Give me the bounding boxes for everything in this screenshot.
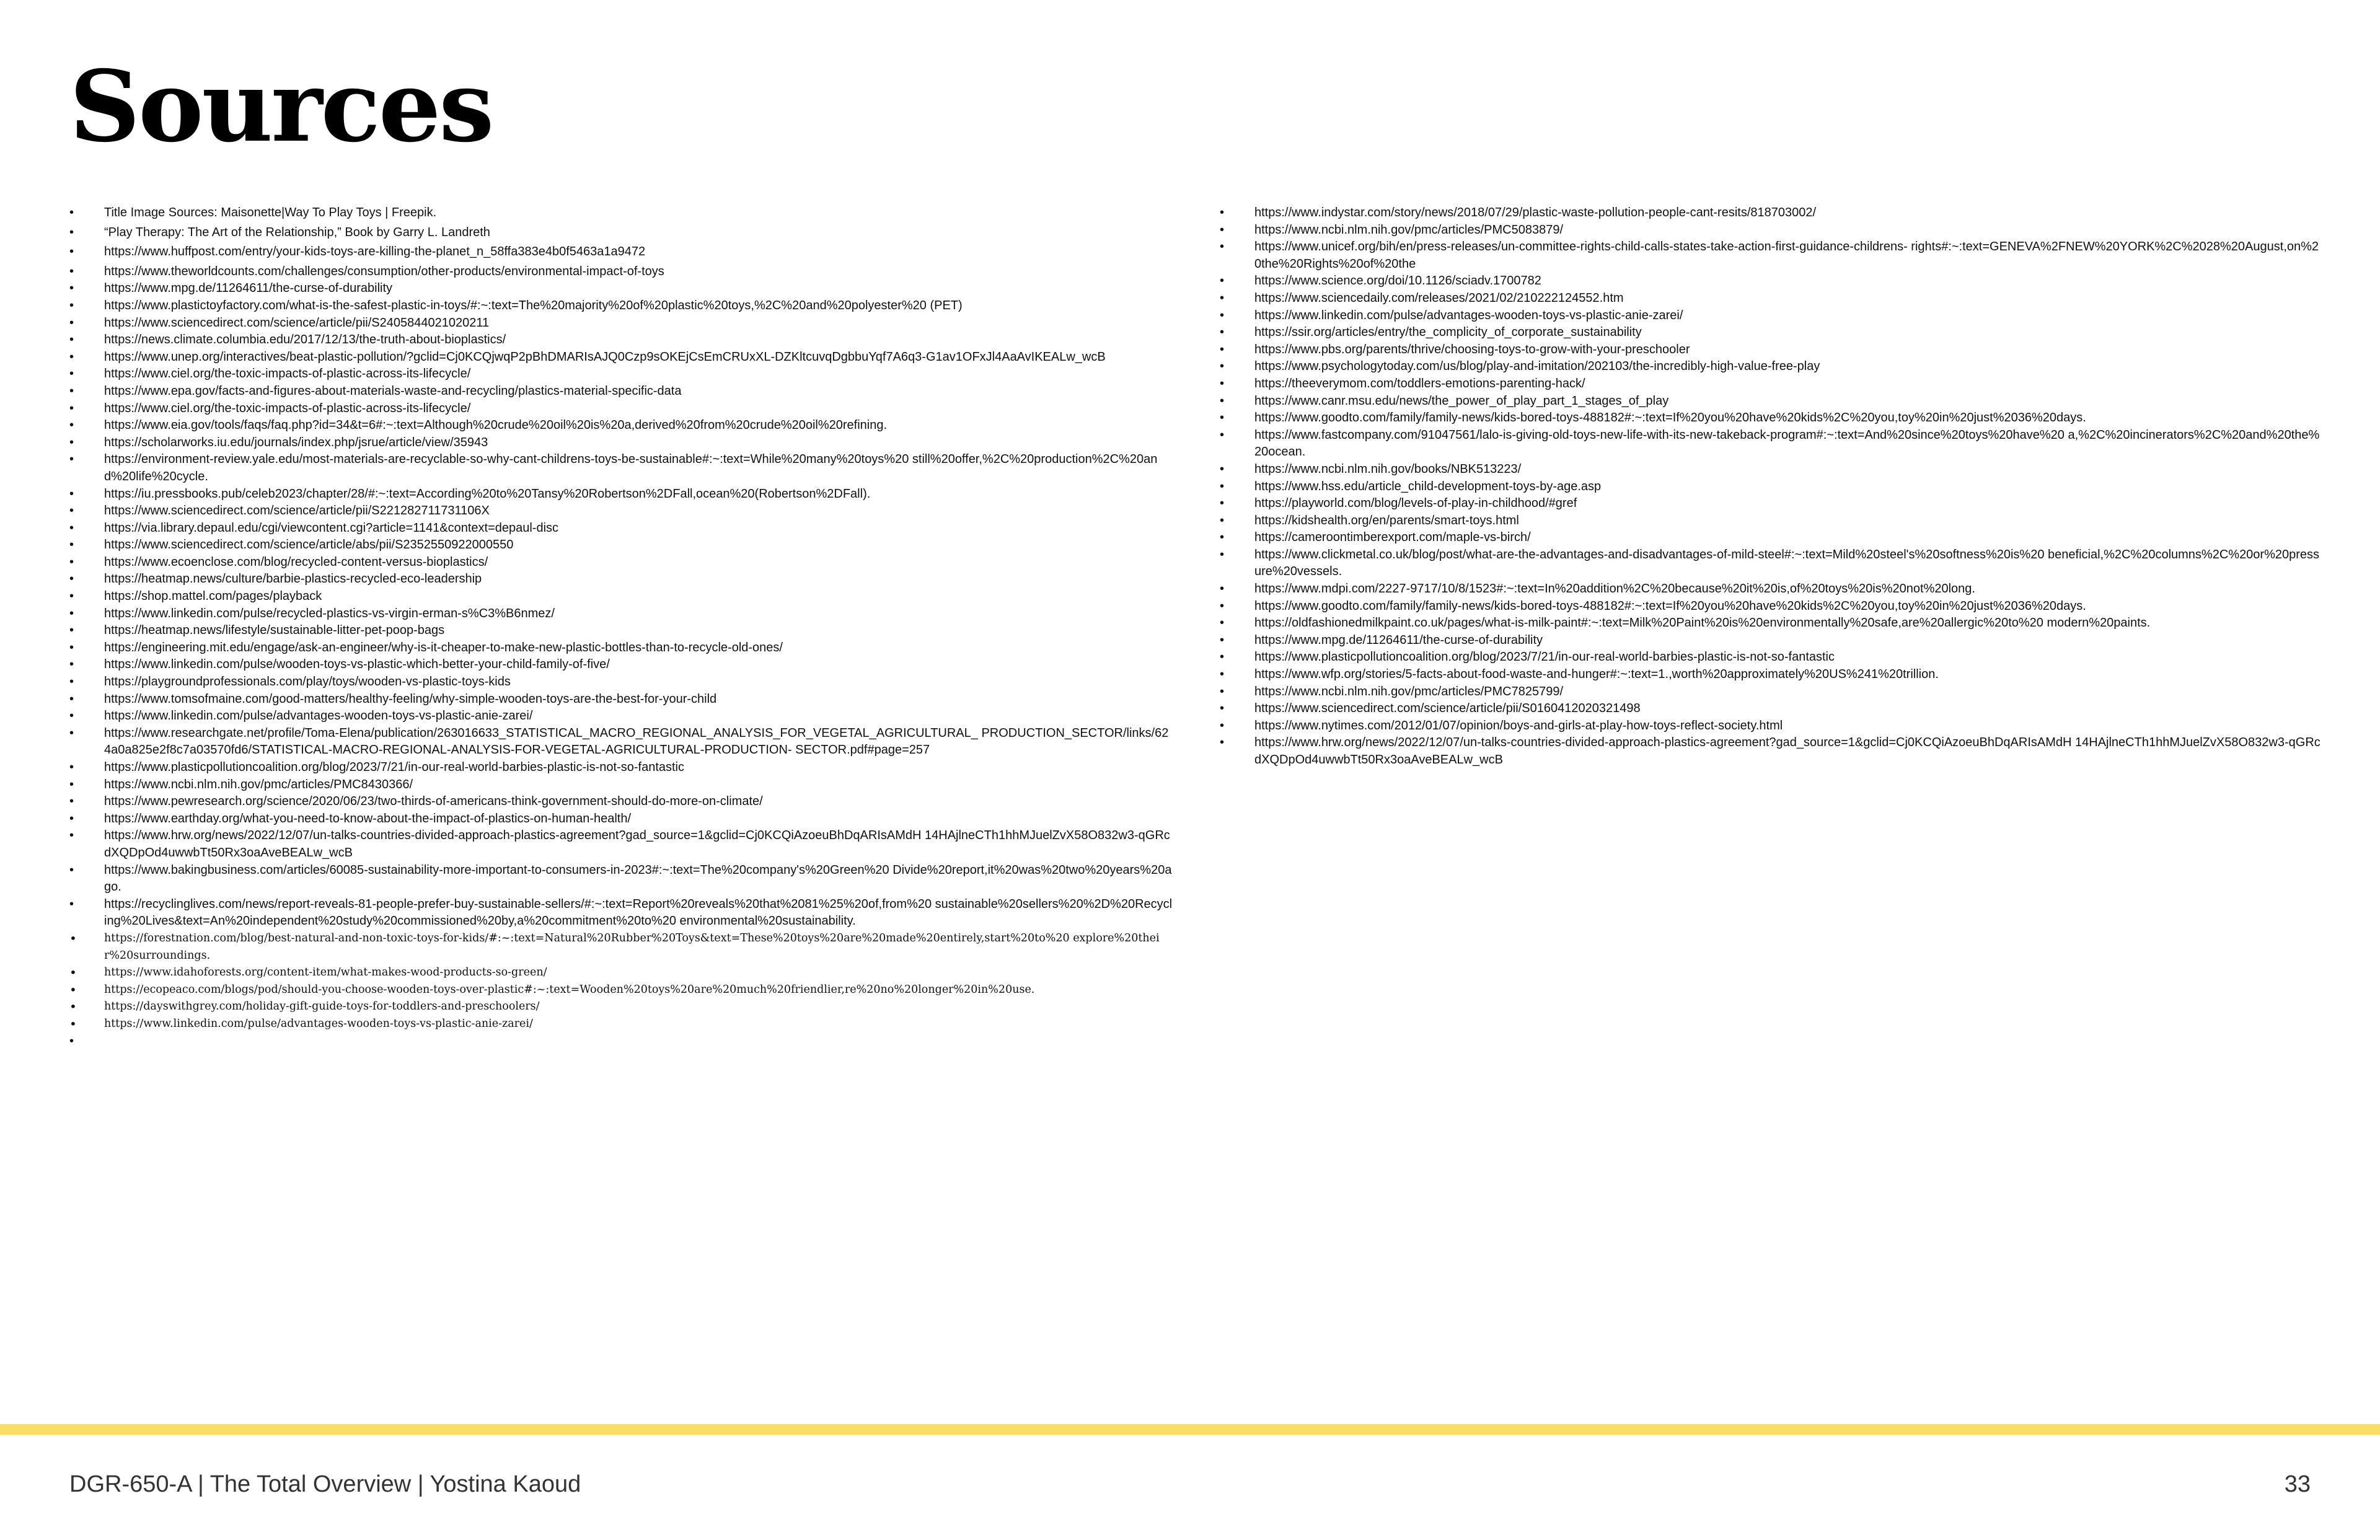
source-item[interactable]: • https://www.bakingbusiness.com/articles/60085-sustainability-more-important-to-consumers-in-2023#:~:text=The%20company's%20Green%20 Divide%20report,it%20was%20two%20years%20ago. [69,862,1173,896]
source-item[interactable]: • https://www.canr.msu.edu/news/the_power_of_play_part_1_stages_of_play [1220,393,2323,410]
source-item[interactable]: • https://www.wfp.org/stories/5-facts-about-food-waste-and-hunger#:~:text=1.,worth%20approximately%20US%241%20trillion. [1220,666,2323,684]
source-item[interactable]: • https://www.clickmetal.co.uk/blog/post/what-are-the-advantages-and-disadvantages-of-mild-steel#:~:text=Mild%20steel's%20softness%20is%20 beneficial,%2C%20columns%2C%20or%20pressure%20vessels. [1220,547,2323,581]
source-item[interactable]: • https://www.plasticpollutioncoalition.org/blog/2023/7/21/in-our-real-world-barbies-plastic-is-not-so-fantastic [1220,649,2323,666]
source-item[interactable]: • https://via.library.depaul.edu/cgi/viewcontent.cgi?article=1141&context=depaul-disc [69,520,1173,537]
source-item[interactable]: • https://recyclinglives.com/news/report-reveals-81-people-prefer-buy-sustainable-sellers/#:~:text=Report%20reveals%20that%2081%25%20of,from%20 sustainable%20sellers%20%2D%20Recycling%20Lives&text=An%20independent%20study%20commissioned%20by,a%20commitment%20to%20 environmental%20sustainability. [69,896,1173,930]
source-item[interactable]: • https://www.linkedin.com/pulse/advantages-wooden-toys-vs-plastic-anie-zarei/ [69,708,1173,725]
source-item[interactable]: • https://www.earthday.org/what-you-need-to-know-about-the-impact-of-plastics-on-human-health/ [69,811,1173,828]
source-item[interactable]: • https://www.unicef.org/bih/en/press-releases/un-committee-rights-child-calls-states-take-action-first-guidance-childrens- rights#:~:text=GENEVA%2FNEW%20YORK%2C%2028%20August,on%20the%20Rights%20of%20the [1220,239,2323,273]
source-item[interactable]: • https://www.goodto.com/family/family-news/kids-bored-toys-488182#:~:text=If%20you%20have%20kids%2C%20you,toy%20in%20just%2036%20days. [1220,598,2323,615]
page-title: Sources [69,50,493,164]
source-item[interactable]: • https://www.psychologytoday.com/us/blog/play-and-imitation/202103/the-incredibly-high-value-free-play [1220,358,2323,376]
source-item[interactable]: • https://www.epa.gov/facts-and-figures-about-materials-waste-and-recycling/plastics-material-specific-data [69,383,1173,400]
page-number: 33 [2284,1471,2311,1497]
source-item [69,1033,1173,1050]
source-item[interactable]: • https://www.ciel.org/the-toxic-impacts-of-plastic-across-its-lifecycle/ [69,400,1173,418]
source-item[interactable]: • https://www.ecoenclose.com/blog/recycled-content-versus-bioplastics/ [69,554,1173,571]
source-item[interactable]: • Title Image Sources: Maisonette|Way To Play Toys | Freepik. [69,205,1173,222]
source-item[interactable]: • https://www.plasticpollutioncoalition.org/blog/2023/7/21/in-our-real-world-barbies-plastic-is-not-so-fantastic [69,759,1173,777]
source-item[interactable]: • https://www.fastcompany.com/91047561/lalo-is-giving-old-toys-new-life-with-its-new-takeback-program#:~:text=And%20since%20toys%20have%20 a,%2C%20incinerators%2C%20and%20the%20ocean. [1220,427,2323,461]
source-item[interactable]: • https://engineering.mit.edu/engage/ask-an-engineer/why-is-it-cheaper-to-make-new-plastic-bottles-than-to-recycle-old-ones/ [69,640,1173,657]
source-item[interactable]: • https://oldfashionedmilkpaint.co.uk/pages/what-is-milk-paint#:~:text=Milk%20Paint%20is%20environmentally%20safe,are%20allergic%20to%20 modern%20paints. [1220,615,2323,632]
source-item[interactable]: • https://www.hrw.org/news/2022/12/07/un-talks-countries-divided-approach-plastics-agreement?gad_source=1&gclid=Cj0KCQiAzoeuBhDqARIsAMdH 14HAjlneCTh1hhMJuelZvX58O832w3-qGRcdXQDpOd4uwwbTt50Rx3oaAveBEALw_wcB [1220,734,2323,768]
source-item[interactable]: • https://www.science.org/doi/10.1126/sciadv.1700782 [1220,273,2323,290]
source-item[interactable]: • https://cameroontimberexport.com/maple-vs-birch/ [1220,529,2323,547]
source-item[interactable]: • https://www.tomsofmaine.com/good-matters/healthy-feeling/why-simple-wooden-toys-are-the-best-for-your-child [69,691,1173,708]
source-item[interactable]: • https://environment-review.yale.edu/most-materials-are-recyclable-so-why-cant-childrens-toys-be-sustainable#:~:text=While%20many%20toys%20 still%20offer,%2C%20production%2C%20and%20life%20cycle. [69,451,1173,485]
source-item[interactable]: • https://www.pbs.org/parents/thrive/choosing-toys-to-grow-with-your-preschooler [1220,341,2323,359]
source-item[interactable]: • https://www.sciencedirect.com/science/article/pii/S2405844021020211 [69,315,1173,332]
source-item[interactable]: • https://forestnation.com/blog/best-natural-and-non-toxic-toys-for-kids/#:~:text=Natural%20Rubber%20Toys&text=These%20toys%20are%20made%20entirely,start%20to%20 explore%20their%20surroundings. [69,930,1173,964]
source-item[interactable]: • https://news.climate.columbia.edu/2017/12/13/the-truth-about-bioplastics/ [69,332,1173,349]
source-item[interactable]: • https://www.hss.edu/article_child-development-toys-by-age.asp [1220,478,2323,496]
source-item[interactable]: • https://www.theworldcounts.com/challenges/consumption/other-products/environmental-impact-of-toys [69,263,1173,281]
source-item[interactable]: • https://heatmap.news/lifestyle/sustainable-litter-pet-poop-bags [69,622,1173,640]
source-item[interactable]: • https://www.sciencedaily.com/releases/2021/02/210222124552.htm [1220,290,2323,307]
source-item[interactable]: • https://playgroundprofessionals.com/play/toys/wooden-vs-plastic-toys-kids [69,674,1173,691]
sources-list-right [1220,205,2323,769]
source-item[interactable]: • https://www.pewresearch.org/science/2020/06/23/two-thirds-of-americans-think-government-should-do-more-on-climate/ [69,793,1173,811]
source-item[interactable]: • https://www.ncbi.nlm.nih.gov/pmc/articles/PMC8430366/ [69,777,1173,794]
source-item[interactable]: • https://www.eia.gov/tools/faqs/faq.php?id=34&t=6#:~:text=Although%20crude%20oil%20is%20a,derived%20from%20crude%20oil%20refining. [69,417,1173,434]
source-item[interactable]: • https://www.indystar.com/story/news/2018/07/29/plastic-waste-pollution-people-cant-resits/818703002/ [1220,205,2323,222]
source-item[interactable]: • https://scholarworks.iu.edu/journals/index.php/jsrue/article/view/35943 [69,434,1173,452]
source-item[interactable]: • https://www.linkedin.com/pulse/recycled-plastics-vs-virgin-erman-s%C3%B6nmez/ [69,605,1173,623]
source-item[interactable]: • https://www.linkedin.com/pulse/wooden-toys-vs-plastic-which-better-your-child-family-of-five/ [69,656,1173,674]
source-item[interactable]: • https://www.sciencedirect.com/science/article/abs/pii/S2352550922000550 [69,537,1173,554]
source-item[interactable]: • https://www.unep.org/interactives/beat-plastic-pollution/?gclid=Cj0KCQjwqP2pBhDMARIsAJQ0Czp9sOKEjCsEmCRUxXL-DZKltcuvqDgbbuYqf7A6q3-G1av1OFxJl4AaAvIKEALw_wcB [69,349,1173,366]
source-item[interactable]: • https://www.linkedin.com/pulse/advantages-wooden-toys-vs-plastic-anie-zarei/ [1220,307,2323,325]
source-item[interactable]: • https://theeverymom.com/toddlers-emotions-parenting-hack/ [1220,376,2323,393]
sources-list-left [69,205,1173,1050]
source-item[interactable]: • https://www.ciel.org/the-toxic-impacts-of-plastic-across-its-lifecycle/ [69,366,1173,383]
footer-text: DGR-650-A | The Total Overview | Yostina Kaoud [69,1471,581,1497]
source-item[interactable]: • https://www.mdpi.com/2227-9717/10/8/1523#:~:text=In%20addition%2C%20because%20it%20is,of%20toys%20is%20not%20long. [1220,581,2323,598]
source-item[interactable]: • https://www.idahoforests.org/content-item/what-makes-wood-products-so-green/ [69,964,1173,982]
source-item[interactable]: • https://www.nytimes.com/2012/01/07/opinion/boys-and-girls-at-play-how-toys-reflect-society.html [1220,718,2323,735]
source-item[interactable]: • https://ecopeaco.com/blogs/pod/should-you-choose-wooden-toys-over-plastic#:~:text=Wooden%20toys%20are%20much%20friendlier,re%20no%20longer%20in%20use. [69,982,1173,999]
source-item[interactable]: • https://www.huffpost.com/entry/your-kids-toys-are-killing-the-planet_n_58ffa383e4b0f5463a1a9472 [69,244,1173,261]
source-item[interactable]: • https://www.mpg.de/11264611/the-curse-of-durability [1220,632,2323,649]
source-item[interactable]: • https://ssir.org/articles/entry/the_complicity_of_corporate_sustainability [1220,324,2323,341]
source-item[interactable]: • “Play Therapy: The Art of the Relationship,” Book by Garry L. Landreth [69,224,1173,242]
accent-bar [0,1424,2380,1435]
source-item[interactable]: • https://dayswithgrey.com/holiday-gift-guide-toys-for-toddlers-and-preschoolers/ [69,998,1173,1016]
source-item[interactable]: • https://www.mpg.de/11264611/the-curse-of-durability [69,280,1173,297]
source-item[interactable]: • https://www.ncbi.nlm.nih.gov/books/NBK513223/ [1220,461,2323,478]
source-item[interactable]: • https://www.sciencedirect.com/science/article/pii/S221282711731106X [69,503,1173,520]
source-item[interactable]: • https://www.linkedin.com/pulse/advantages-wooden-toys-vs-plastic-anie-zarei/ [69,1016,1173,1033]
source-item[interactable]: • https://www.goodto.com/family/family-news/kids-bored-toys-488182#:~:text=If%20you%20have%20kids%2C%20you,toy%20in%20just%2036%20days. [1220,410,2323,427]
source-item[interactable]: • https://shop.mattel.com/pages/playback [69,588,1173,605]
source-item[interactable]: • https://playworld.com/blog/levels-of-play-in-childhood/#gref [1220,495,2323,513]
source-item[interactable]: • https://www.plastictoyfactory.com/what-is-the-safest-plastic-in-toys/#:~:text=The%20majority%20of%20plastic%20toys,%2C%20and%20polyester%20 (PET) [69,297,1173,315]
source-item[interactable]: • https://www.sciencedirect.com/science/article/pii/S0160412020321498 [1220,700,2323,718]
source-item[interactable]: • https://iu.pressbooks.pub/celeb2023/chapter/28/#:~:text=According%20to%20Tansy%20Robertson%2DFall,ocean%20(Robertson%2DFall). [69,486,1173,503]
source-item[interactable]: • https://www.ncbi.nlm.nih.gov/pmc/articles/PMC5083879/ [1220,222,2323,239]
source-item[interactable]: • https://heatmap.news/culture/barbie-plastics-recycled-eco-leadership [69,571,1173,588]
source-item[interactable]: • https://www.researchgate.net/profile/Toma-Elena/publication/263016633_STATISTICAL_MACRO_REGIONAL_ANALYSIS_FOR_VEGETAL_AGRICULTURAL_ PRODUCTION_SECTOR/links/624a0a825e2f8c7a03570fd6/STATISTICAL-MACRO-REGIONAL-ANALYSIS-FOR-VEGETAL-AGRICULTURAL-PRODUCTION- SECTOR.pdf#page=257 [69,725,1173,759]
source-item[interactable]: • https://www.ncbi.nlm.nih.gov/pmc/articles/PMC7825799/ [1220,684,2323,701]
source-item[interactable]: • https://kidshealth.org/en/parents/smart-toys.html [1220,513,2323,530]
source-item[interactable]: • https://www.hrw.org/news/2022/12/07/un-talks-countries-divided-approach-plastics-agreement?gad_source=1&gclid=Cj0KCQiAzoeuBhDqARIsAMdH 14HAjlneCTh1hhMJuelZvX58O832w3-qGRcdXQDpOd4uwwbTt50Rx3oaAveBEALw_wcB [69,827,1173,861]
